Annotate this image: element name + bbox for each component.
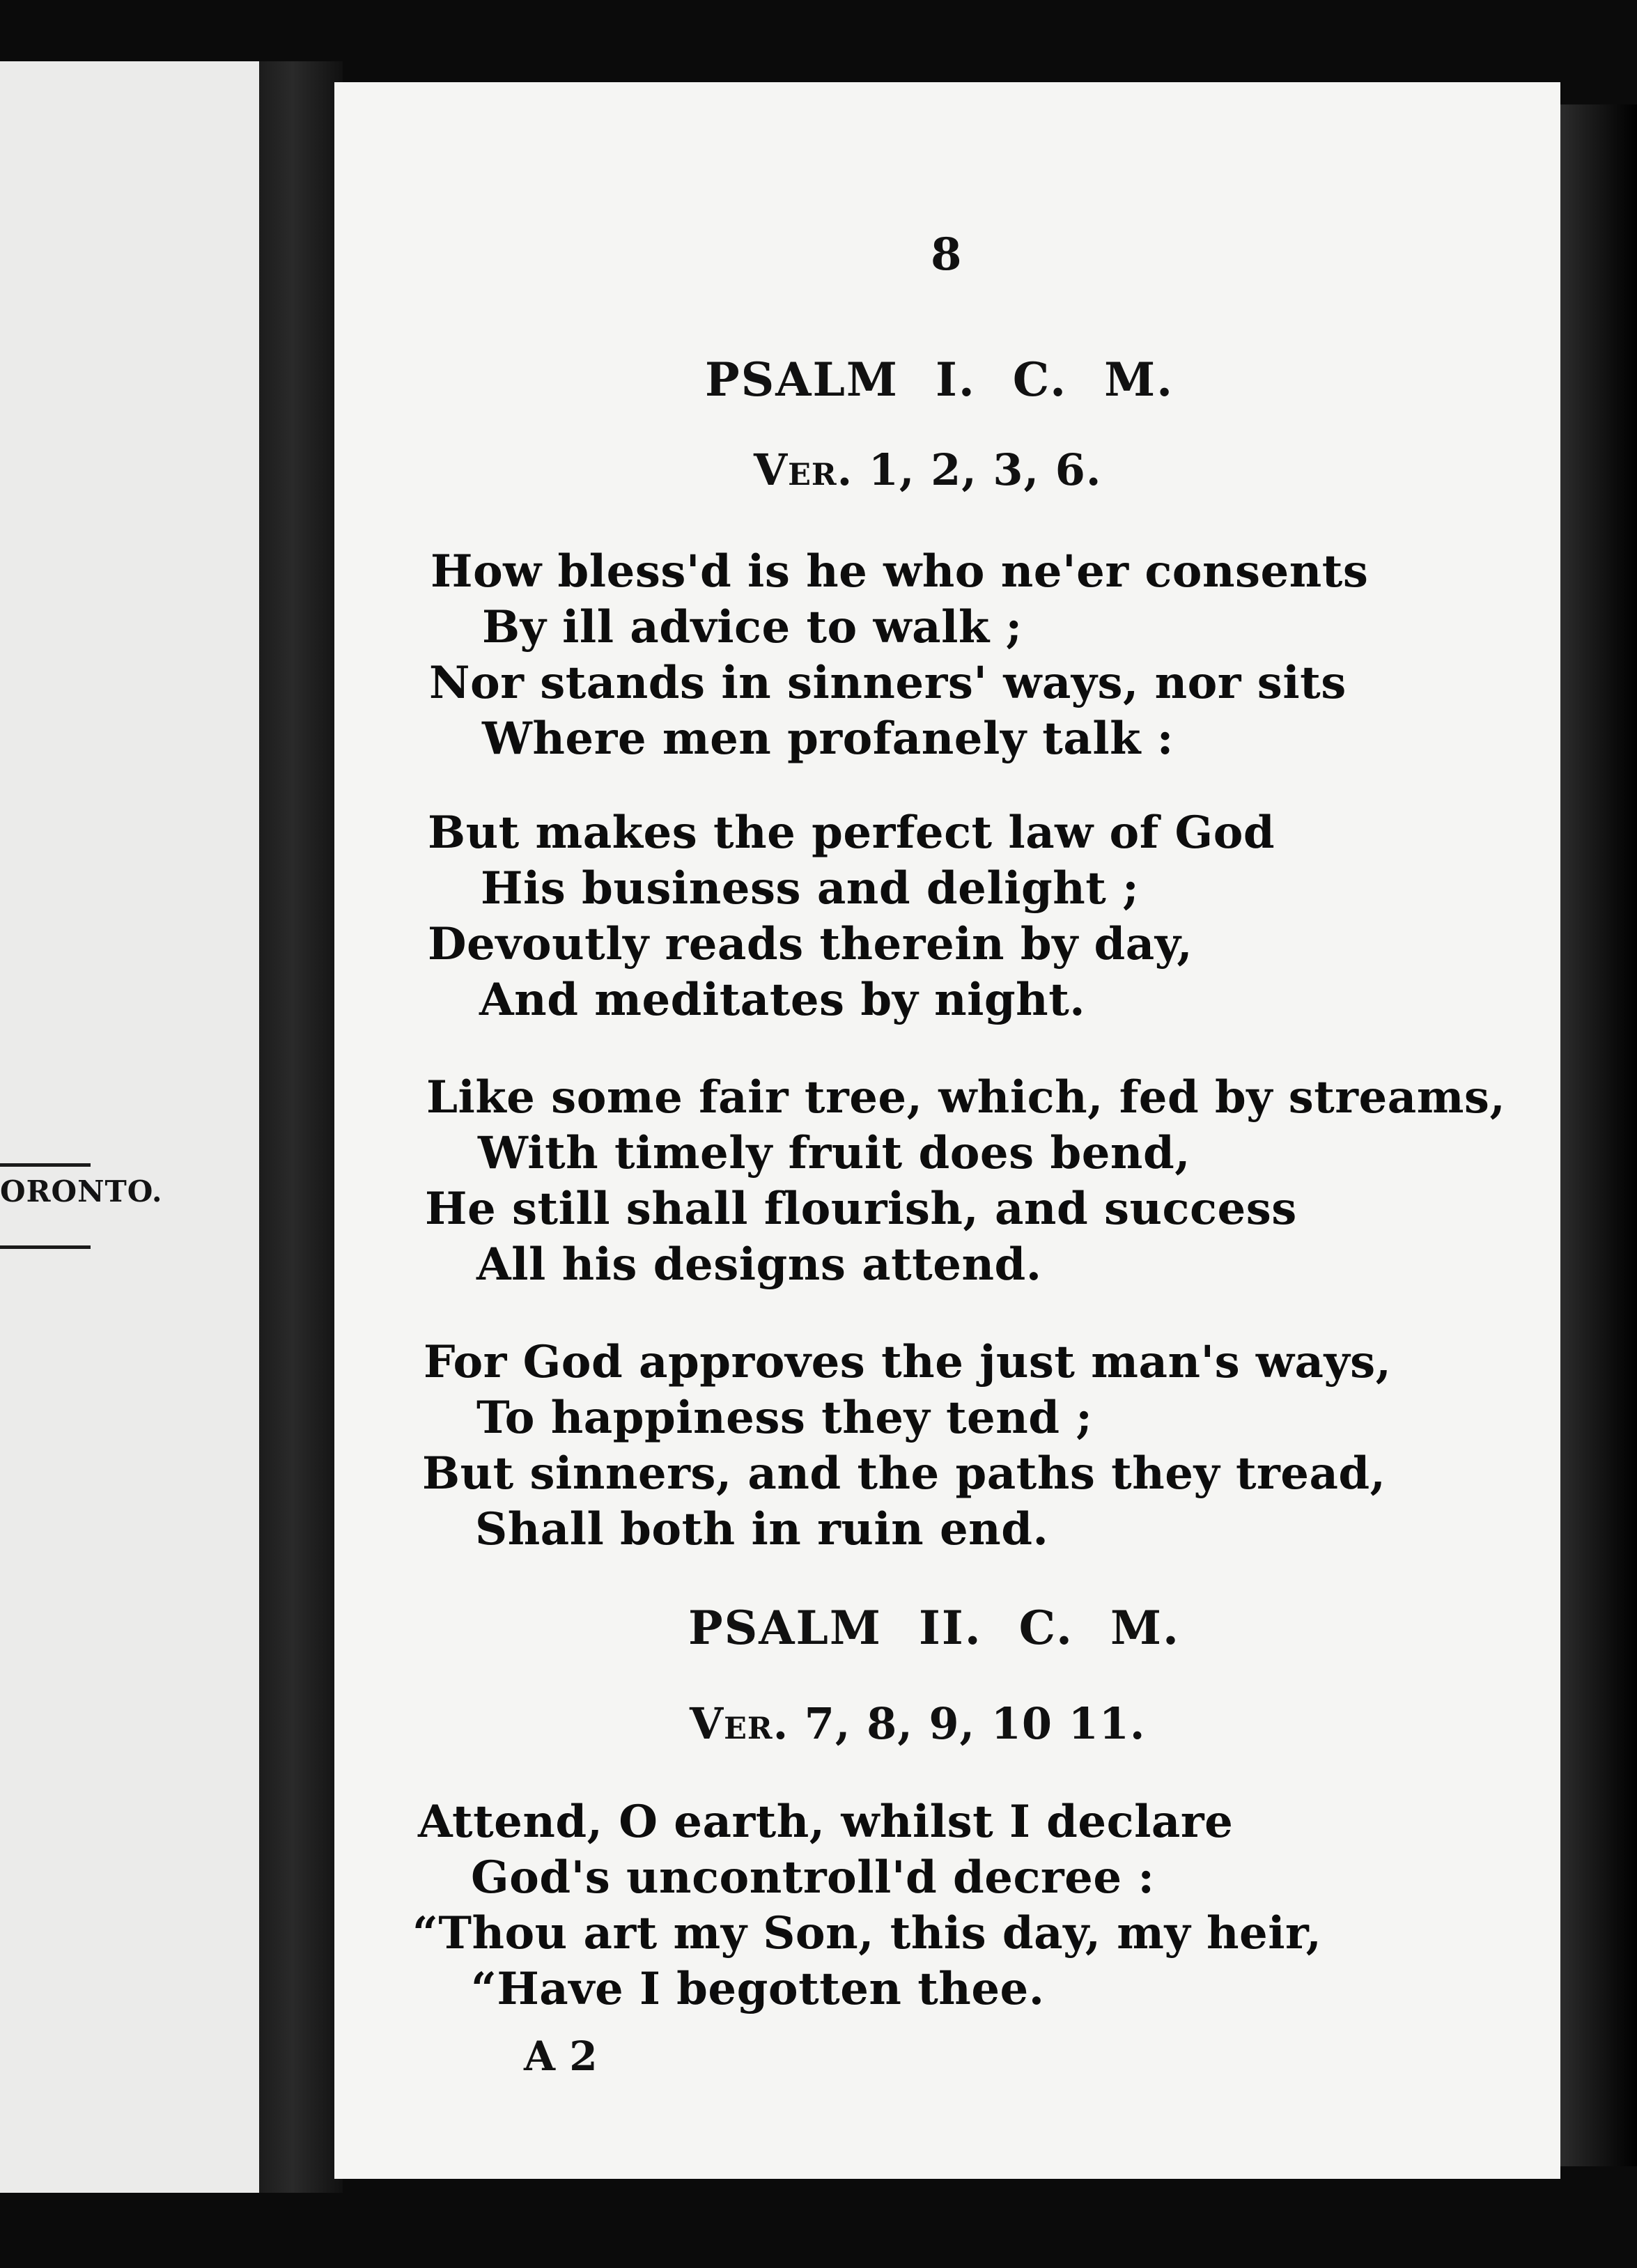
verse-line: Devoutly reads therein by day, — [428, 918, 1193, 970]
left-page-fragment: ORONTO. — [0, 1174, 163, 1209]
left-page — [0, 61, 259, 2193]
verse-line: By ill advice to walk ; — [482, 601, 1023, 653]
verse-label: Ver. — [754, 444, 853, 495]
verse-line: For God approves the just man's ways, — [424, 1336, 1392, 1388]
verse-numbers: 7, 8, 9, 10 11. — [804, 1698, 1146, 1749]
verse-line: “Thou art my Son, this day, my heir, — [412, 1907, 1322, 1959]
verse-label: Ver. — [690, 1698, 789, 1749]
verse-line: All his designs attend. — [476, 1238, 1042, 1291]
divider-rule — [0, 1245, 91, 1249]
psalm-2-verse-reference — [690, 1698, 1145, 1749]
verse-line: But sinners, and the paths they tread, — [422, 1447, 1386, 1500]
book-page — [334, 82, 1560, 2179]
verse-line: Like some fair tree, which, fed by streams, — [426, 1071, 1506, 1124]
psalm-2-heading: PSALM II. C. M. — [688, 1601, 1181, 1655]
verse-line: “Have I begotten thee. — [471, 1963, 1045, 2015]
verse-line: His business and delight ; — [481, 862, 1140, 915]
verse-line: How bless'd is he who ne'er consents — [430, 545, 1369, 598]
verse-line: Attend, O earth, whilst I declare — [418, 1796, 1234, 1848]
page-number: 8 — [931, 228, 962, 281]
signature-mark: A 2 — [524, 2033, 598, 2080]
verse-line: To happiness they tend ; — [476, 1392, 1093, 1444]
verse-line: And meditates by night. — [479, 974, 1086, 1026]
verse-numbers: 1, 2, 3, 6. — [868, 444, 1102, 495]
divider-rule — [0, 1163, 91, 1167]
book-gutter — [259, 61, 343, 2193]
psalm-1-verse-reference — [754, 444, 1101, 495]
verse-line: Where men profanely talk : — [482, 713, 1174, 765]
verse-line: He still shall flourish, and success — [425, 1183, 1297, 1235]
page-edge-shadow — [1560, 104, 1637, 2166]
verse-line: But makes the perfect law of God — [428, 807, 1275, 859]
show-through-text — [118, 542, 136, 607]
verse-line: God's uncontroll'd decree : — [471, 1851, 1155, 1904]
verse-line: With timely fruit does bend, — [478, 1127, 1190, 1179]
verse-line: Nor stands in sinners' ways, nor sits — [429, 657, 1347, 709]
verse-line: Shall both in ruin end. — [475, 1503, 1049, 1555]
psalm-1-heading: PSALM I. C. M. — [705, 352, 1174, 407]
